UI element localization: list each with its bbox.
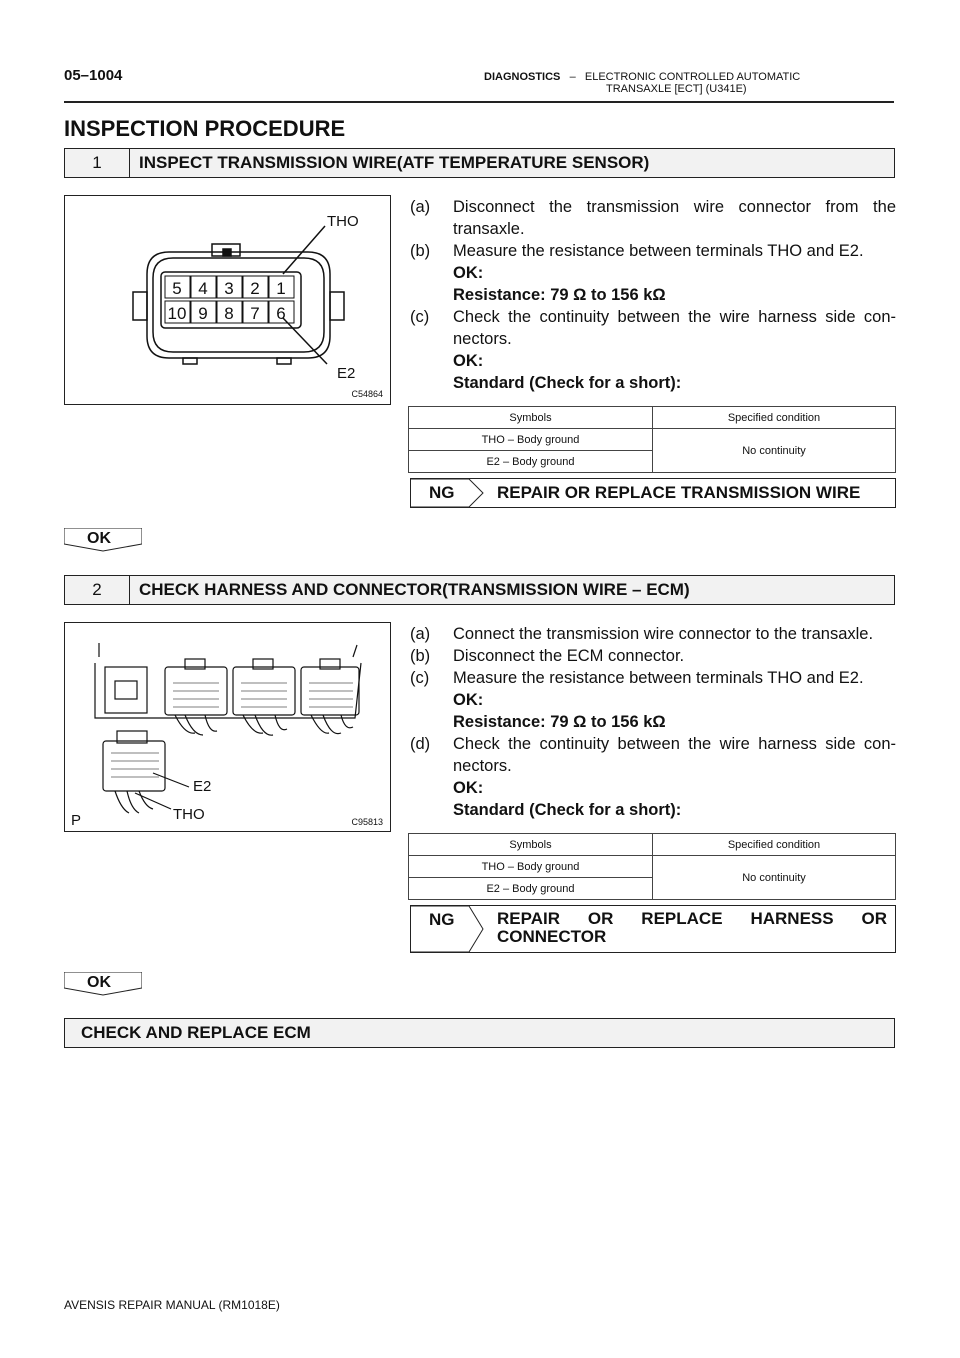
final-action-bar xyxy=(64,1018,895,1048)
ok-label: OK xyxy=(87,974,111,991)
ng-result-1 xyxy=(410,478,896,508)
page-title: INSPECTION PROCEDURE xyxy=(64,116,346,141)
step-2-bar xyxy=(64,575,895,605)
ng-result-2 xyxy=(410,905,896,953)
subsection-line2: TRANSAXLE [ECT] (U341E) xyxy=(606,83,747,95)
pin-label: 1 xyxy=(276,279,286,298)
step-2-number: 2 xyxy=(65,576,130,604)
ok-tab-1 xyxy=(64,528,142,552)
tho-terminal-label: THO xyxy=(173,806,205,823)
ng-action: REPAIR OR REPLACE TRANSMISSION WIRE xyxy=(497,483,861,502)
subsection-line1: ELECTRONIC CONTROLLED AUTOMATIC xyxy=(584,71,801,83)
table-cell: No continuity xyxy=(653,429,896,473)
instruction-item: (c) Check the continuity between the wire harness side con- nectors. OK: Standard (Check for a short): xyxy=(410,308,896,392)
step-1-instructions xyxy=(410,196,896,394)
table-cell: THO – Body ground xyxy=(409,856,653,878)
pin-label: 2 xyxy=(250,279,260,298)
ecm-connector-diagram xyxy=(65,623,390,831)
instruction-item: (b) Disconnect the ECM connector. xyxy=(410,647,685,665)
step-2-title: CHECK HARNESS AND CONNECTOR(TRANSMISSION WIRE – ECM) xyxy=(139,580,690,599)
ng-action: REPAIR OR REPLACE HARNESS OR CONNECTOR xyxy=(497,909,887,946)
ok-label: OK xyxy=(87,530,111,547)
table-header: Symbols xyxy=(409,834,653,856)
spec-table xyxy=(408,833,896,900)
ecm-connector-c xyxy=(301,659,359,715)
spec-table xyxy=(408,406,896,473)
pin-label: 10 xyxy=(167,304,187,323)
pin-label: 7 xyxy=(250,304,260,323)
table-cell: E2 – Body ground xyxy=(409,878,653,900)
header-rule xyxy=(64,101,894,103)
ok-tab-2 xyxy=(64,972,142,996)
table-header: Specified condition xyxy=(653,407,896,429)
pin-label: 6 xyxy=(276,304,286,323)
step-1-figure xyxy=(64,195,391,405)
figure-code: C95813 xyxy=(351,817,383,827)
table-header: Specified condition xyxy=(653,834,896,856)
e2-terminal-label: E2 xyxy=(337,365,356,382)
instruction-item: (b) Measure the resistance between terminals THO and E2. OK: Resistance: 79 Ω to 156 kΩ xyxy=(410,242,864,304)
instruction-item: (a) Connect the transmission wire connector to the transaxle. xyxy=(410,625,874,643)
step-1-number: 1 xyxy=(65,149,130,177)
ng-label: NG xyxy=(429,910,455,929)
e2-terminal-label: E2 xyxy=(193,778,212,795)
section-dash: – xyxy=(569,71,576,83)
connector-diagram xyxy=(65,196,390,404)
step-1-bar xyxy=(64,148,895,178)
instruction-item: (a) Disconnect the transmission wire connector from the transaxle. xyxy=(410,198,896,238)
section-name: DIAGNOSTICS xyxy=(484,71,561,83)
final-action: CHECK AND REPLACE ECM xyxy=(81,1023,311,1042)
pin-label: 8 xyxy=(224,304,234,323)
ng-label: NG xyxy=(429,483,455,502)
tho-terminal-label: THO xyxy=(327,213,359,230)
step-1-title: INSPECT TRANSMISSION WIRE(ATF TEMPERATURE SENSOR) xyxy=(139,153,650,172)
figure-p-label: P xyxy=(71,812,82,829)
table-cell: THO – Body ground xyxy=(409,429,653,451)
step-2-figure xyxy=(64,622,391,832)
footer: AVENSIS REPAIR MANUAL (RM1018E) xyxy=(64,1298,280,1312)
step-2-instructions xyxy=(410,623,896,821)
instruction-item: (c) Measure the resistance between terminals THO and E2. OK: Resistance: 79 Ω to 156 kΩ xyxy=(410,669,864,731)
pin-label: 9 xyxy=(198,304,208,323)
pin-label: 5 xyxy=(172,279,182,298)
table-header: Symbols xyxy=(409,407,653,429)
instruction-item: (d) Check the continuity between the wire harness side con- nectors. OK: Standard (Check for a short): xyxy=(410,735,896,819)
pin-label: 4 xyxy=(198,279,208,298)
pin-label: 3 xyxy=(224,279,234,298)
ecm-connector-b xyxy=(233,659,295,715)
figure-code: C54864 xyxy=(351,389,383,399)
table-cell: No continuity xyxy=(653,856,896,900)
section-header xyxy=(484,71,800,95)
page-number: 05–1004 xyxy=(64,67,123,84)
ecm-connector-a xyxy=(165,659,227,715)
table-cell: E2 – Body ground xyxy=(409,451,653,473)
